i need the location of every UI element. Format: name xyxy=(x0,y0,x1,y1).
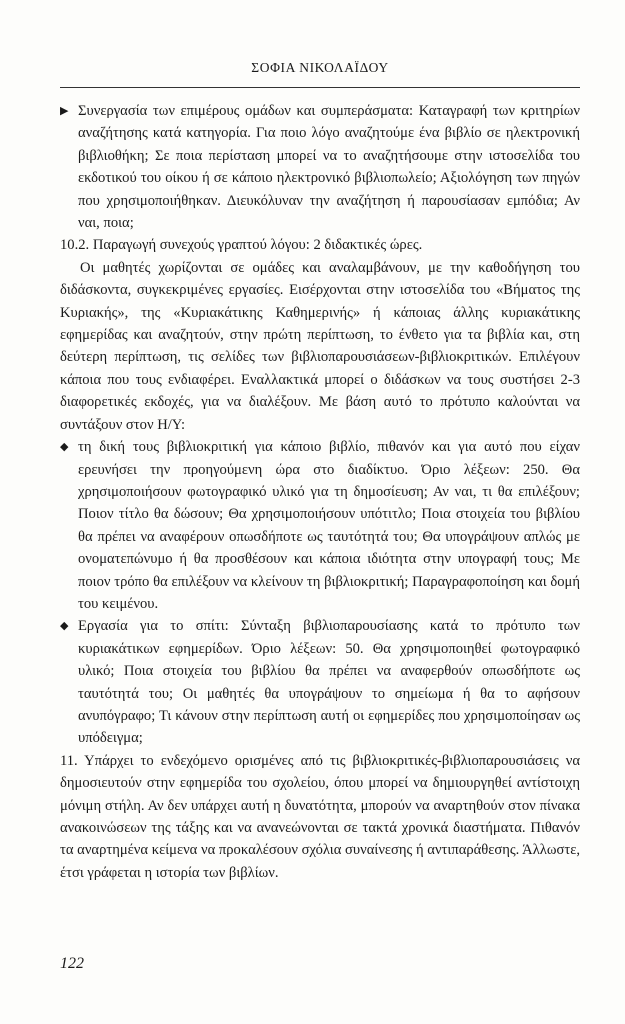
subheading-10-2: 10.2. Παραγωγή συνεχούς γραπτού λόγου: 2 διδακτικές ώρες. xyxy=(60,237,423,254)
bullet-item-collaboration xyxy=(60,100,580,234)
page-number: 122 xyxy=(60,955,84,972)
bullet-text: Συνεργασία των επιμέρους ομάδων και συμπεράσματα: Καταγραφή των κριτηρίων αναζήτησης κατά κατηγορία. Για ποιο λόγο αναζητούμε ένα βιβλίο σε ηλεκτρονική βιβλιοθήκη; Σε ποια περίσταση μπορεί να το αναζητήσουμε στην ιστοσελίδα του εκδοτικού του οίκου ή σε κάποιο ηλεκτρονικό βιβλιοπωλείο; Αξιολόγηση των πηγών που χρησιμοποιήθηκαν. Διευκόλυναν την αναζήτηση ή παρουσίασαν εμπόδια; Αν ναι, ποια; xyxy=(78,103,580,232)
diamond-text: Εργασία για το σπίτι: Σύνταξη βιβλιοπαρουσίασης κατά το πρότυπο των κυριακάτικων εφημερίδων. Όριο λέξεων: 50. Θα χρησιμοποιηθεί φωτογραφικό υλικό; Ποια στοιχεία του βιβλίου θα πρέπει να αναφερθούν οπωσδήποτε ως ταυτότητά του; Οι μαθητές θα υπογράψουν το σημείωμα ή θα το αφήσουν ανυπόγραφο; Τι κάνουν στην περίπτωση αυτή οι εφημερίδες που χρησιμοποίησαν ως υπόδειγμα; xyxy=(78,618,580,747)
diamond-item-homework xyxy=(60,615,580,749)
diamond-bullet-icon: ◆ xyxy=(60,620,69,633)
triangle-bullet-icon: ▶ xyxy=(60,105,69,117)
running-head: ΣΟΦΙΑ ΝΙΚΟΛΑΪΔΟΥ xyxy=(251,60,389,75)
diamond-bullet-icon: ◆ xyxy=(60,441,69,454)
header-rule xyxy=(60,87,580,88)
page-content xyxy=(60,100,580,884)
body-paragraph: Οι μαθητές χωρίζονται σε ομάδες και αναλαμβάνουν, με την καθοδήγηση του διδάσκοντα, συγκεκριμένες εργασίες. Εισέρχονται στην ιστοσελίδα του «Βήματος της Κυριακής», της «Κυριακάτικης Καθημερινής» ή κάποιας άλλης κυριακάτικης εφημερίδας και αναζητούν, στην πρώτη περίπτωση, το ένθετο για τα βιβλία και, στη δεύτερη περίπτωση, τις σελίδες των βιβλιοπαρουσιάσεων-βιβλιοκριτικών. Επιλέγουν κάποια που τους ενδιαφέρει. Εναλλακτικά μπορεί ο διδάσκων να τους συστήσει 2-3 διαφορετικές εκδοχές, για να διαλέξουν. Με βάση αυτό το πρότυπο καλούνται να συντάξουν στον Η/Υ: xyxy=(60,259,580,433)
diamond-text: τη δική τους βιβλιοκριτική για κάποιο βιβλίο, πιθανόν και για αυτό που είχαν ερευνήσει την προηγούμενη ώρα στο διαδίκτυο. Όριο λέξεων: 250. Θα χρησιμοποιήσουν φωτογραφικό υλικό για τη δημοσίευση; Αν ναι, τι θα επιλέξουν; Ποιον τίτλο θα δώσουν; Θα χρησιμοποιήσουν υπότιτλο; Ποια στοιχεία του βιβλίου θα πρέπει να αναφέρουν οπωσδήποτε ως ταυτότητά του; Θα υπογράψουν απλώς με ονοματεπώνυμο ή θα προσθέσουν και κάποια ιδιότητα στην υπογραφή τους; Με ποιον τρόπο θα επιλέξουν να κλείνουν τη βιβλιοκριτική; Παραγραφοποίηση και δομή του κειμένου. xyxy=(78,439,580,612)
section-11-paragraph: 11. Υπάρχει το ενδεχόμενο ορισμένες από τις βιβλιοκριτικές-βιβλιοπαρουσιάσεις να δημοσιευτούν στην εφημερίδα του σχολείου, όπου μπορεί να δημιουργηθεί αντίστοιχη μόνιμη στήλη. Αν δεν υπάρχει αυτή η δυνατότητα, μπορούν να αναρτηθούν στον πίνακα ανακοινώσεων της τάξης και να ανανεώνονται σε τακτά χρονικά διαστήματα. Πιθανόν τα αναρτημένα κείμενα να προκαλέσουν σχόλια συναίνεσης ή αντιπαράθεσης. Άλλωστε, έτσι γράφεται η ιστορία των βιβλίων. xyxy=(60,752,580,881)
diamond-item-review xyxy=(60,436,580,615)
